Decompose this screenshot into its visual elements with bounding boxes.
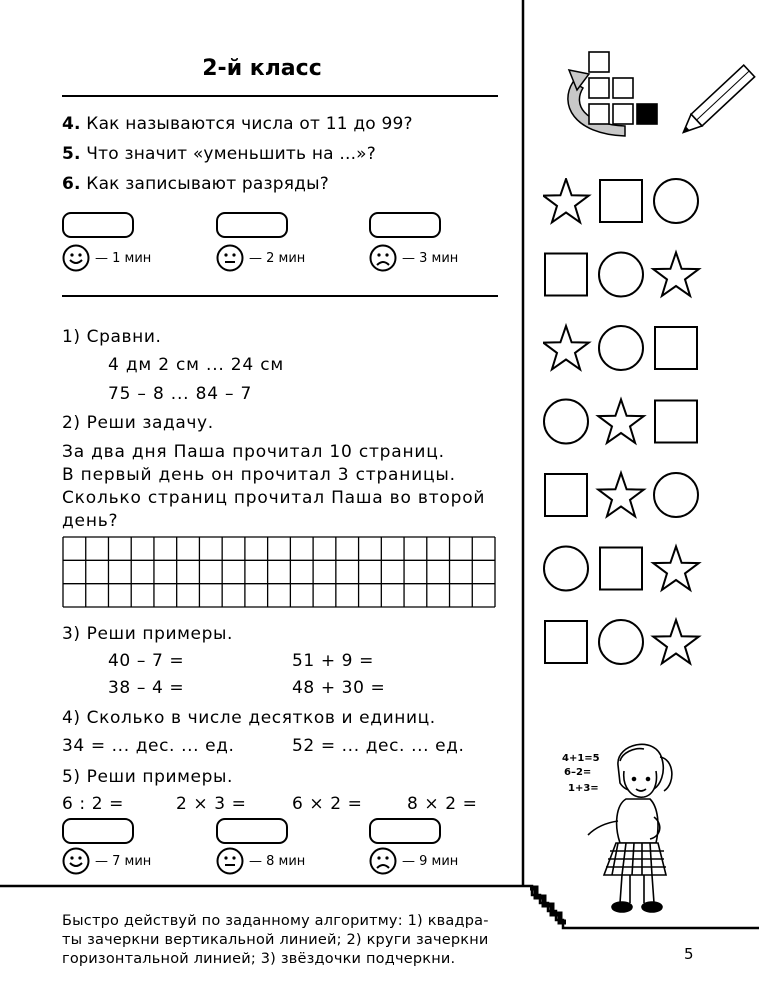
task3-example-1: 40 – 7 =: [108, 651, 185, 671]
task1-line2: 75 – 8 ... 84 – 7: [108, 384, 253, 404]
pencil-icon: [675, 55, 759, 147]
star-shape[interactable]: [653, 620, 699, 663]
star-shape[interactable]: [598, 400, 644, 443]
timer-7min: — 7 мин: [62, 847, 151, 875]
square-shape[interactable]: [545, 474, 587, 516]
circle-shape[interactable]: [599, 326, 643, 370]
task2-line3: Сколько страниц прочитал Паша во второй: [62, 488, 486, 508]
timer-3min: — 3 мин: [369, 244, 458, 272]
task4-title: 4) Сколько в числе десятков и единиц.: [62, 708, 436, 728]
footer-line-1: Быстро действуй по заданному алгоритму: 1) квадра-: [62, 913, 489, 929]
circle-shape[interactable]: [544, 400, 588, 444]
task5-example-2: 2 × 3 =: [176, 794, 247, 814]
star-shape[interactable]: [543, 179, 589, 222]
star-shape[interactable]: [653, 547, 699, 590]
task2-title: 2) Реши задачу.: [62, 413, 214, 433]
task1-title: 1) Сравни.: [62, 327, 162, 347]
square-shape[interactable]: [655, 327, 697, 369]
task3-example-3: 51 + 9 =: [292, 651, 374, 671]
square-shape[interactable]: [600, 180, 642, 222]
task2-line2: В первый день он прочитал 3 страницы.: [62, 465, 456, 485]
task3-title: 3) Реши примеры.: [62, 624, 234, 644]
timer-1min: — 1 мин: [62, 244, 151, 272]
task3-example-4: 48 + 30 =: [292, 678, 386, 698]
star-shape[interactable]: [598, 473, 644, 516]
board-line-2: 6–2=: [564, 767, 592, 778]
circle-shape[interactable]: [654, 473, 698, 517]
timer-2min: — 2 мин: [216, 244, 305, 272]
question-4: 4. Как называются числа от 11 до 99?: [62, 114, 413, 134]
task3-example-2: 38 – 4 =: [108, 678, 185, 698]
task2-line1: За два дня Паша прочитал 10 страниц.: [62, 442, 445, 462]
question-5: 5. Что значит «уменьшить на ...»?: [62, 144, 377, 164]
square-shape[interactable]: [545, 254, 587, 296]
footer-line-3: горизонтальной линией; 3) звёздочки подчеркни.: [62, 951, 456, 967]
square-shape[interactable]: [655, 401, 697, 443]
girl-illustration: [560, 725, 680, 925]
rotate-arrow-squares-logo: [555, 48, 667, 144]
board-line-1: 4+1=5: [562, 753, 600, 764]
task1-line1: 4 дм 2 см ... 24 см: [108, 355, 285, 375]
square-shape[interactable]: [600, 548, 642, 590]
circle-shape[interactable]: [599, 253, 643, 297]
footer-instruction: [62, 912, 522, 969]
task5-example-3: 6 × 2 =: [292, 794, 363, 814]
page-number: 5: [684, 945, 694, 963]
circle-shape[interactable]: [544, 547, 588, 591]
question-6: 6. Как записывают разряды?: [62, 174, 329, 194]
task5-title: 5) Реши примеры.: [62, 767, 234, 787]
task4-item-b: 52 = ... дес. ... ед.: [292, 736, 465, 756]
board-line-3: 1+3=: [568, 783, 599, 794]
task2-line4: день?: [62, 511, 119, 531]
timer-8min: — 8 мин: [216, 847, 305, 875]
circle-shape[interactable]: [654, 179, 698, 223]
task5-example-1: 6 : 2 =: [62, 794, 125, 814]
star-shape[interactable]: [653, 253, 699, 296]
timer-9min: — 9 мин: [369, 847, 458, 875]
page-title: 2-й класс: [202, 56, 322, 81]
task5-example-4: 8 × 2 =: [407, 794, 478, 814]
task4-item-a: 34 = ... дес. ... ед.: [62, 736, 235, 756]
circle-shape[interactable]: [599, 620, 643, 664]
star-shape[interactable]: [543, 326, 589, 369]
shapes-panel: [543, 178, 703, 702]
square-shape[interactable]: [545, 621, 587, 663]
footer-line-2: ты зачеркни вертикальной линией; 2) круги зачеркни: [62, 932, 489, 948]
